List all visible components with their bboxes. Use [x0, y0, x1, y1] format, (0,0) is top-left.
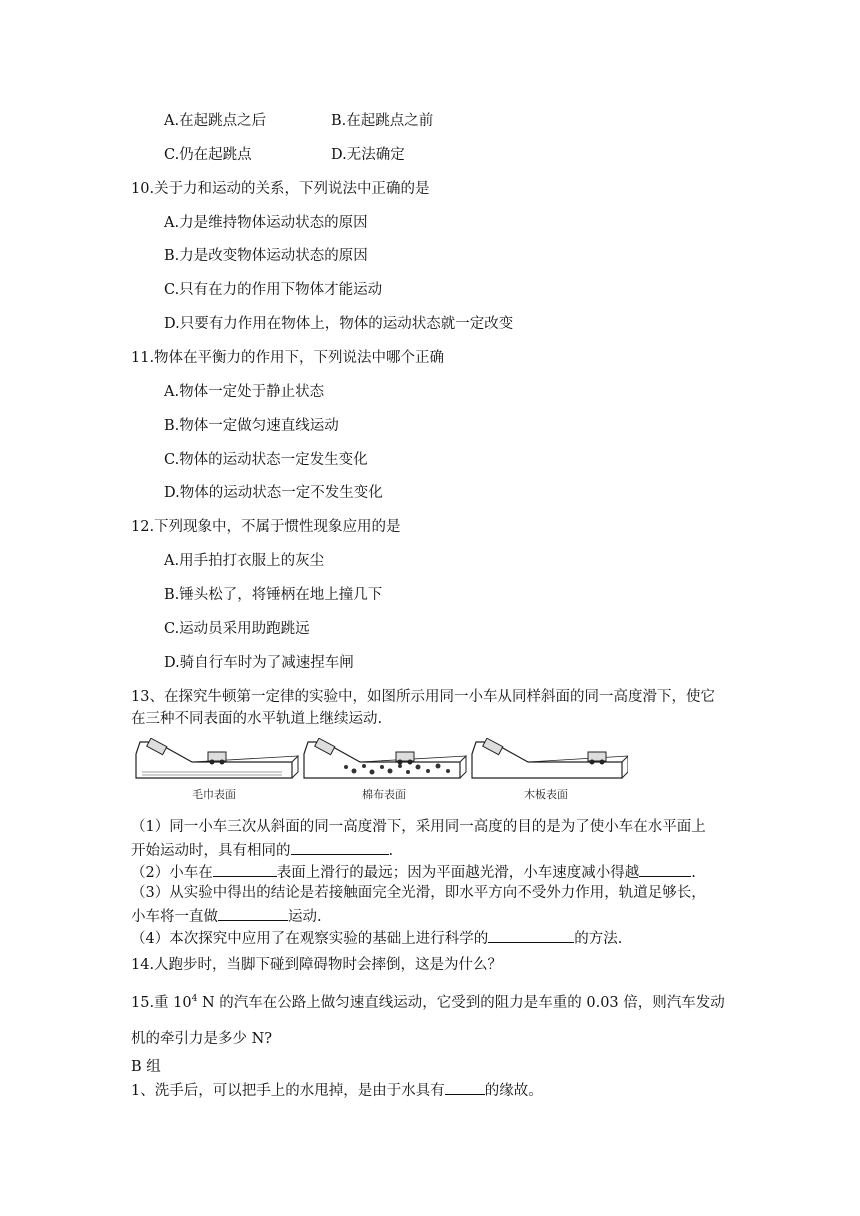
caption-cotton: 棉布表面: [362, 788, 406, 801]
q13-part4: [131, 928, 622, 948]
caption-towel: 毛巾表面: [192, 788, 236, 801]
q9-option-b: B.在起跳点之前: [331, 113, 434, 129]
q13-stem-line2: 在三种不同表面的水平轨道上继续运动.: [131, 711, 383, 727]
q13-part4-text: （4）本次探究中应用了在观察实验的基础上进行科学的: [131, 931, 489, 947]
caption-wood: 木板表面: [524, 788, 568, 801]
answer-blank: [639, 862, 691, 877]
q13-part1-end: .: [388, 843, 394, 859]
q10-option-a: A.力是维持物体运动状态的原因: [164, 215, 368, 231]
group-b-q1-end: 的缘故。: [484, 1083, 543, 1099]
q12-option-b: B.锤头松了，将锤柄在地上撞几下: [164, 587, 383, 603]
q12-option-c: C.运动员采用助跑跳远: [164, 621, 310, 637]
group-b-q1: [131, 1080, 543, 1100]
q10-option-c: C.只有在力的作用下物体才能运动: [164, 282, 383, 298]
q10-option-d: D.只要有力作用在物体上，物体的运动状态就一定改变: [164, 316, 514, 332]
q9-option-c: C.仍在起跳点: [164, 147, 252, 163]
q11-option-c: C.物体的运动状态一定发生变化: [164, 452, 368, 468]
q13-part2-end: .: [691, 865, 696, 881]
q15-exponent: 4: [191, 994, 198, 1005]
q13-part2-text-b: 表面上滑行的最远；因为平面越光滑，小车速度减小得越: [276, 865, 640, 881]
q9-option-d: D.无法确定: [331, 147, 405, 163]
answer-blank: [488, 928, 574, 943]
q15-text-a: 15.重 10: [131, 995, 192, 1011]
q13-part1-line2: [131, 840, 393, 860]
q13-stem-line1: 13、在探究牛顿第一定律的实验中，如图所示用同一小车从同样斜面的同一高度滑下，使它: [131, 689, 715, 705]
group-b-q1-text: 1、洗手后，可以把手上的水甩掉，是由于水具有: [131, 1083, 445, 1099]
q12-stem: 12.下列现象中，不属于惯性现象应用的是: [131, 519, 401, 535]
group-b-title: B 组: [131, 1059, 161, 1075]
q9-option-a: A.在起跳点之后: [164, 113, 267, 129]
q13-part3-line1: （3）从实验中得出的结论是若接触面完全光滑，即水平方向不受外力作用，轨道足够长，: [131, 885, 706, 901]
ramp-cotton-surface: [304, 738, 466, 778]
answer-blank: [291, 840, 389, 855]
answer-blank: [445, 1080, 485, 1095]
answer-blank: [218, 906, 288, 921]
q10-option-b: B.力是改变物体运动状态的原因: [164, 248, 368, 264]
q11-stem: 11.物体在平衡力的作用下，下列说法中哪个正确: [131, 350, 445, 366]
q13-part3-end: 运动.: [288, 909, 322, 925]
q13-part2-text-a: （2）小车在: [131, 865, 213, 881]
experiment-figure: [132, 738, 628, 806]
q14-stem: 14.人跑步时，当脚下碰到障碍物时会摔倒，这是为什么？: [131, 957, 503, 973]
answer-blank: [213, 862, 277, 877]
q12-option-d: D.骑自行车时为了减速捏车闸: [164, 655, 354, 671]
ramp-wood-surface: [472, 738, 628, 778]
q13-part4-end: 的方法.: [574, 931, 623, 947]
q15-line1: [131, 994, 725, 1012]
q13-part2: [131, 862, 696, 882]
q12-option-a: A.用手拍打衣服上的灰尘: [164, 553, 325, 569]
q13-part3-line2: [131, 906, 322, 926]
q11-option-b: B.物体一定做匀速直线运动: [164, 418, 339, 434]
q10-stem: 10.关于力和运动的关系，下列说法中正确的是: [131, 181, 430, 197]
q13-part1-text: 开始运动时，具有相同的: [131, 843, 291, 859]
q15-line2: 机的牵引力是多少 N?: [131, 1031, 273, 1047]
q13-part3-text: 小车将一直做: [131, 909, 218, 925]
q15-text-b: N 的汽车在公路上做匀速直线运动，它受到的阻力是车重的 0.03 倍，则汽车发动: [197, 995, 725, 1011]
q13-part1-line1: （1）同一小车三次从斜面的同一高度滑下，采用同一高度的目的是为了使小车在水平面上: [131, 819, 706, 835]
q11-option-a: A.物体一定处于静止状态: [164, 384, 325, 400]
ramp-towel-surface: [136, 738, 298, 778]
q11-option-d: D.物体的运动状态一定不发生变化: [164, 485, 383, 501]
